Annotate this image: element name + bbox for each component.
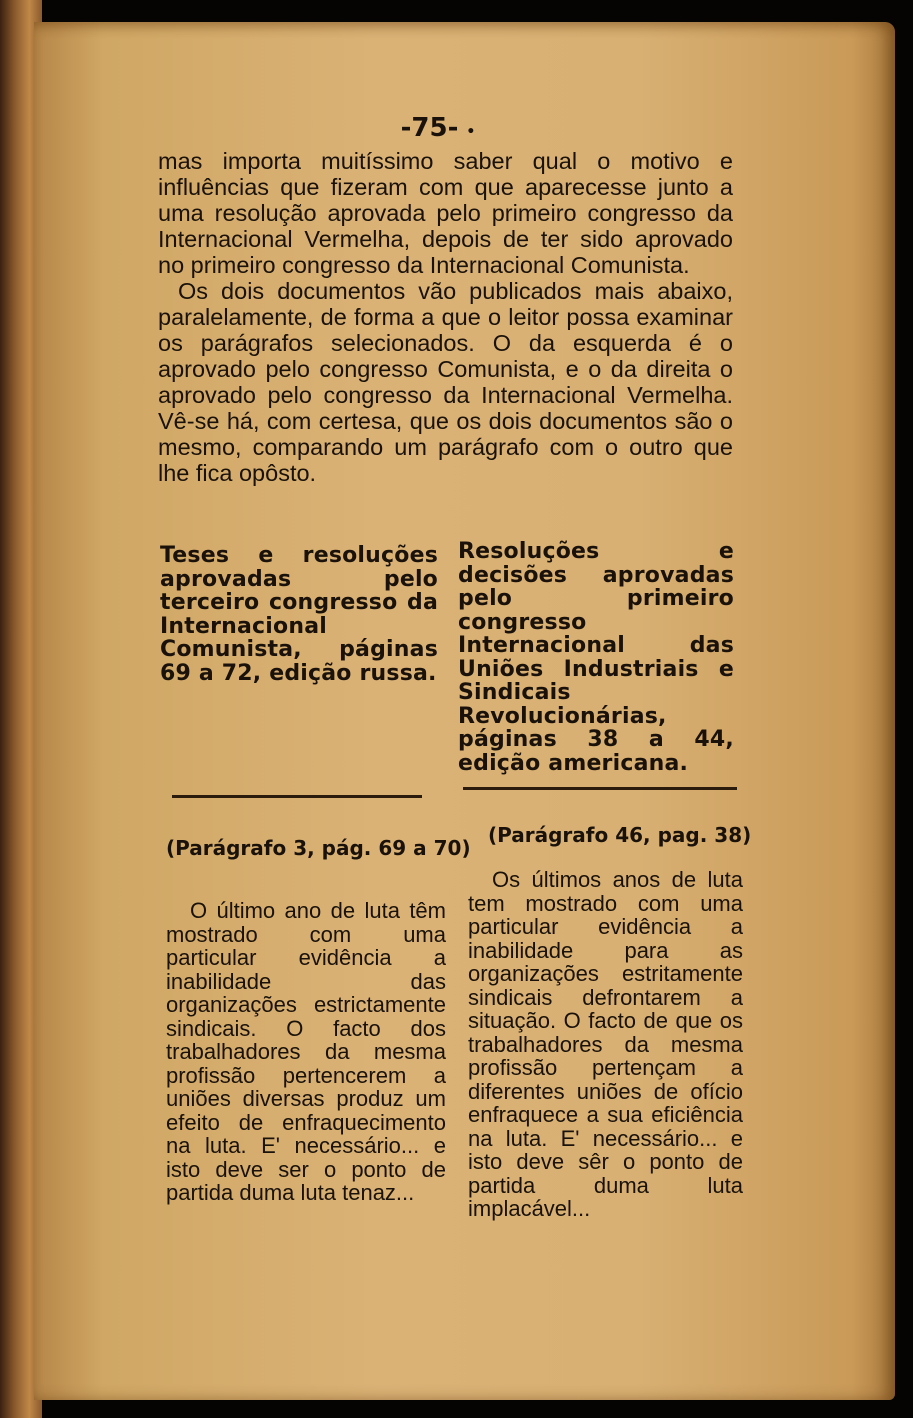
left-column-text xyxy=(166,899,446,1205)
left-paragraph-reference: (Parágrafo 3, pág. 69 a 70) xyxy=(166,836,471,860)
left-column-divider xyxy=(172,795,422,798)
right-column-divider xyxy=(463,787,737,790)
right-paragraph-reference: (Parágrafo 46, pag. 38) xyxy=(488,823,752,847)
page-number-text: -75- xyxy=(400,113,459,143)
right-column-paragraph: Os últimos anos de luta tem mostrado com uma particular evidência a inabilidade para as organizações estritamente sindicais defrontarem a situação. O facto de que os trabalhadores da mesma profissão pertençam a diferentes uniões de ofício enfraquece a sua eficiência na luta. E' necessário... e isto deve sêr o ponto de partida duma luta implacável... xyxy=(468,867,743,1221)
intro-paragraph: mas importa muitíssimo saber qual o motivo e influências que fizeram com que aparecesse junto a uma resolução aprovada pelo primeiro congresso da Internacional Vermelha, depois de ter sido aprovado no primeiro congresso da Internacional Comunista. xyxy=(158,148,733,278)
right-column-heading: Resoluções e decisões aprovadas pelo primeiro congresso Internacional das Uniões Industriais e Sindicais Revolucionárias, páginas 38 a 44, edição americana. xyxy=(458,539,734,776)
page-mark: • xyxy=(466,124,476,140)
page-number xyxy=(398,113,478,143)
left-column-heading: Teses e resoluções aprovadas pelo terceiro congresso da Internacional Comunista, páginas 69 a 72, edição russa. xyxy=(160,543,438,686)
right-column-text xyxy=(468,868,743,1221)
intro-paragraph: Os dois documentos vão publicados mais abaixo, paralelamente, de forma a que o leitor possa examinar os parágrafos selecionados. O da esquerda é o aprovado pelo congresso Comunista, e o da direita o aprovado pelo congresso da Internacional Vermelha. Vê-se há, com certesa, que os dois documentos são o mesmo, comparando um parágrafo com o outro que lhe fica opôsto. xyxy=(158,278,733,486)
left-column-paragraph: O último ano de luta têm mostrado com uma particular evidência a inabilidade das organizações estrictamente sindicais. O facto dos trabalhadores da mesma profissão pertencerem a uniões diversas produz um efeito de enfraquecimento na luta. E' necessário... e isto deve ser o ponto de partida duma luta tenaz... xyxy=(166,898,446,1205)
intro-text xyxy=(158,148,733,486)
